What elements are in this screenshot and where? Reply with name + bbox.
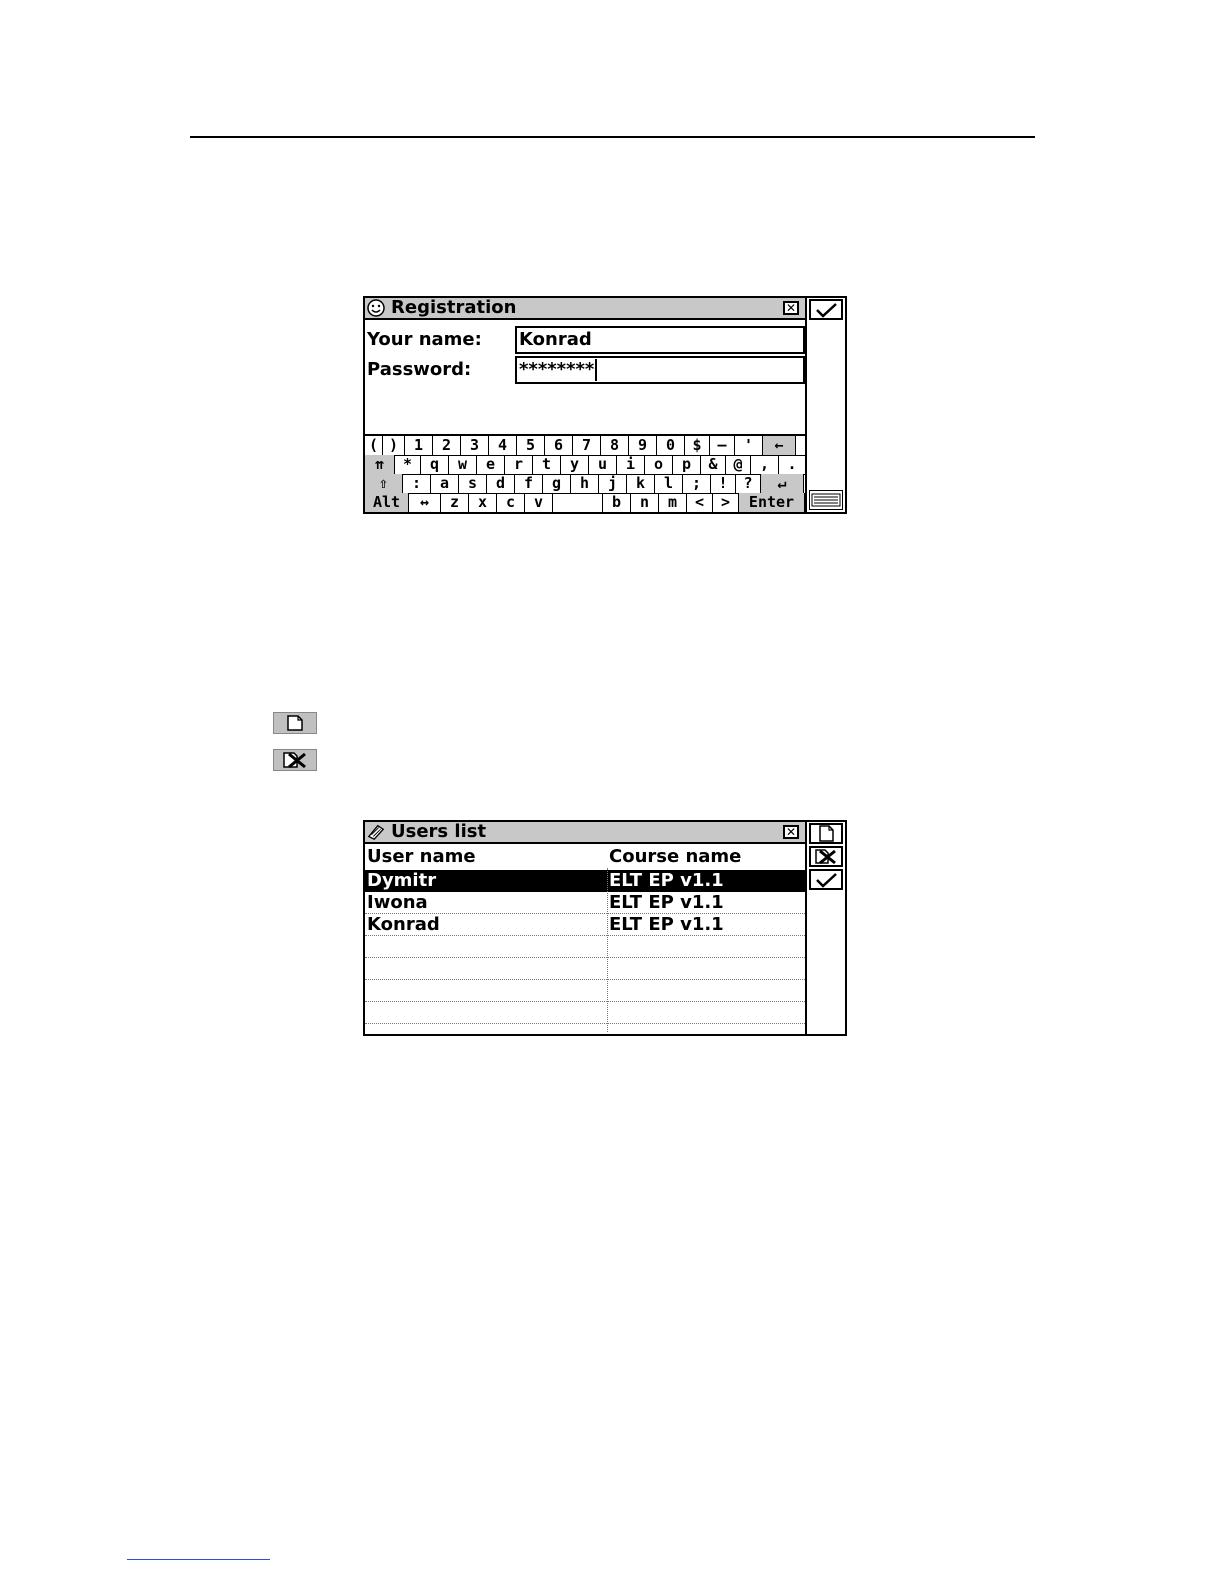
password-value: ******** — [519, 359, 595, 380]
key[interactable]: v — [525, 493, 553, 512]
user-name-cell: Konrad — [367, 914, 440, 935]
legend-delete-button — [273, 749, 317, 771]
user-name-cell: Dymitr — [367, 870, 437, 891]
table-row[interactable] — [365, 980, 805, 1002]
ok-button[interactable] — [809, 299, 843, 320]
key[interactable]: ( — [365, 436, 383, 455]
registration-title: Registration — [391, 297, 517, 318]
registration-titlebar — [365, 298, 807, 320]
key[interactable]: t — [533, 455, 561, 474]
password-field[interactable] — [515, 356, 805, 384]
key[interactable]: c — [497, 493, 525, 512]
course-name-cell: ELT EP v1.1 — [609, 870, 724, 891]
key[interactable]: $ — [685, 436, 710, 455]
table-row[interactable] — [365, 892, 805, 914]
notebook-icon — [367, 823, 385, 841]
key[interactable]: r — [505, 455, 533, 474]
key[interactable]: ? — [736, 474, 761, 493]
key[interactable]: o — [645, 455, 673, 474]
course-name-cell: ELT EP v1.1 — [609, 892, 724, 913]
ok-button[interactable] — [809, 869, 843, 890]
key-space[interactable] — [553, 493, 603, 512]
key[interactable]: w — [449, 455, 477, 474]
delete-icon — [813, 848, 839, 865]
key[interactable]: 8 — [601, 436, 629, 455]
table-row[interactable] — [365, 958, 805, 980]
close-icon: ✕ — [785, 825, 797, 839]
delete-user-button[interactable] — [809, 846, 843, 867]
course-name-cell: ELT EP v1.1 — [609, 914, 724, 935]
page-top-rule — [190, 136, 1035, 138]
new-document-icon — [817, 825, 835, 842]
registration-window — [363, 296, 847, 514]
table-row[interactable] — [365, 870, 805, 892]
key[interactable]: f — [515, 474, 543, 493]
name-value: Konrad — [519, 329, 592, 350]
checkmark-icon — [814, 872, 838, 888]
key[interactable]: ⇧ — [365, 474, 403, 493]
key[interactable]: n — [631, 493, 659, 512]
column-header-course-name[interactable]: Course name — [609, 846, 742, 867]
key[interactable]: Alt — [365, 493, 409, 512]
key[interactable]: d — [487, 474, 515, 493]
text-cursor — [595, 359, 597, 381]
key[interactable]: , — [751, 455, 779, 474]
key[interactable]: 4 — [489, 436, 517, 455]
key[interactable]: Enter — [739, 493, 805, 512]
key[interactable]: * — [395, 455, 421, 474]
key[interactable]: e — [477, 455, 505, 474]
key[interactable]: 7 — [573, 436, 601, 455]
key[interactable]: 9 — [629, 436, 657, 455]
key[interactable]: g — [543, 474, 571, 493]
key[interactable]: ' — [735, 436, 763, 455]
password-label: Password: — [367, 359, 472, 380]
key[interactable]: – — [710, 436, 735, 455]
key[interactable]: 0 — [657, 436, 685, 455]
key[interactable]: : — [403, 474, 431, 493]
checkmark-icon — [814, 302, 838, 318]
keyboard-icon — [811, 493, 841, 507]
registration-sidebar-divider — [805, 298, 807, 512]
key[interactable]: 6 — [545, 436, 573, 455]
key[interactable]: s — [459, 474, 487, 493]
keyboard-row-3 — [365, 474, 805, 494]
onscreen-keyboard — [365, 434, 805, 512]
keyboard-row-2 — [365, 455, 805, 475]
key[interactable]: ) — [383, 436, 405, 455]
key[interactable]: ; — [683, 474, 711, 493]
users-list-titlebar — [365, 822, 807, 844]
key[interactable]: & — [701, 455, 726, 474]
key[interactable]: ↵ — [761, 474, 804, 493]
key[interactable]: < — [687, 493, 713, 512]
key[interactable]: z — [441, 493, 469, 512]
column-header-user-name[interactable]: User name — [367, 846, 476, 867]
name-label: Your name: — [367, 329, 482, 350]
key[interactable]: i — [617, 455, 645, 474]
new-document-icon — [285, 715, 305, 731]
key[interactable]: 2 — [433, 436, 461, 455]
new-user-button[interactable] — [809, 823, 843, 844]
keyboard-row-4 — [365, 493, 805, 512]
key[interactable]: ⇈ — [365, 455, 395, 474]
key[interactable]: k — [627, 474, 655, 493]
keyboard-toggle-button[interactable] — [809, 490, 843, 510]
key[interactable]: @ — [726, 455, 751, 474]
column-divider — [607, 868, 608, 1032]
key[interactable]: m — [659, 493, 687, 512]
user-name-cell: Iwona — [367, 892, 428, 913]
users-sidebar-divider — [805, 822, 807, 1034]
footnote-rule — [127, 1559, 270, 1560]
key[interactable]: . — [779, 455, 806, 474]
table-row[interactable] — [365, 1002, 805, 1024]
table-row[interactable] — [365, 914, 805, 936]
key[interactable]: 1 — [405, 436, 433, 455]
legend-new-button — [273, 712, 317, 734]
key[interactable]: ← — [763, 436, 796, 455]
key[interactable]: q — [421, 455, 449, 474]
key[interactable]: l — [655, 474, 683, 493]
key[interactable]: h — [571, 474, 599, 493]
table-row[interactable] — [365, 936, 805, 958]
keyboard-row-1 — [365, 436, 805, 456]
close-button[interactable] — [783, 301, 799, 315]
key[interactable]: > — [713, 493, 739, 512]
key[interactable]: ! — [711, 474, 736, 493]
key[interactable]: a — [431, 474, 459, 493]
key[interactable]: x — [469, 493, 497, 512]
key[interactable]: p — [673, 455, 701, 474]
close-button[interactable] — [783, 825, 799, 839]
delete-icon — [281, 751, 309, 769]
users-list-title: Users list — [391, 821, 487, 842]
key[interactable]: ↔ — [409, 493, 441, 512]
smiley-icon — [367, 299, 385, 317]
key[interactable]: b — [603, 493, 631, 512]
name-field[interactable] — [515, 326, 805, 354]
close-icon: ✕ — [785, 301, 797, 315]
key[interactable]: 3 — [461, 436, 489, 455]
key[interactable]: 5 — [517, 436, 545, 455]
users-list-window — [363, 820, 847, 1036]
key[interactable]: u — [589, 455, 617, 474]
key[interactable]: j — [599, 474, 627, 493]
key[interactable]: y — [561, 455, 589, 474]
